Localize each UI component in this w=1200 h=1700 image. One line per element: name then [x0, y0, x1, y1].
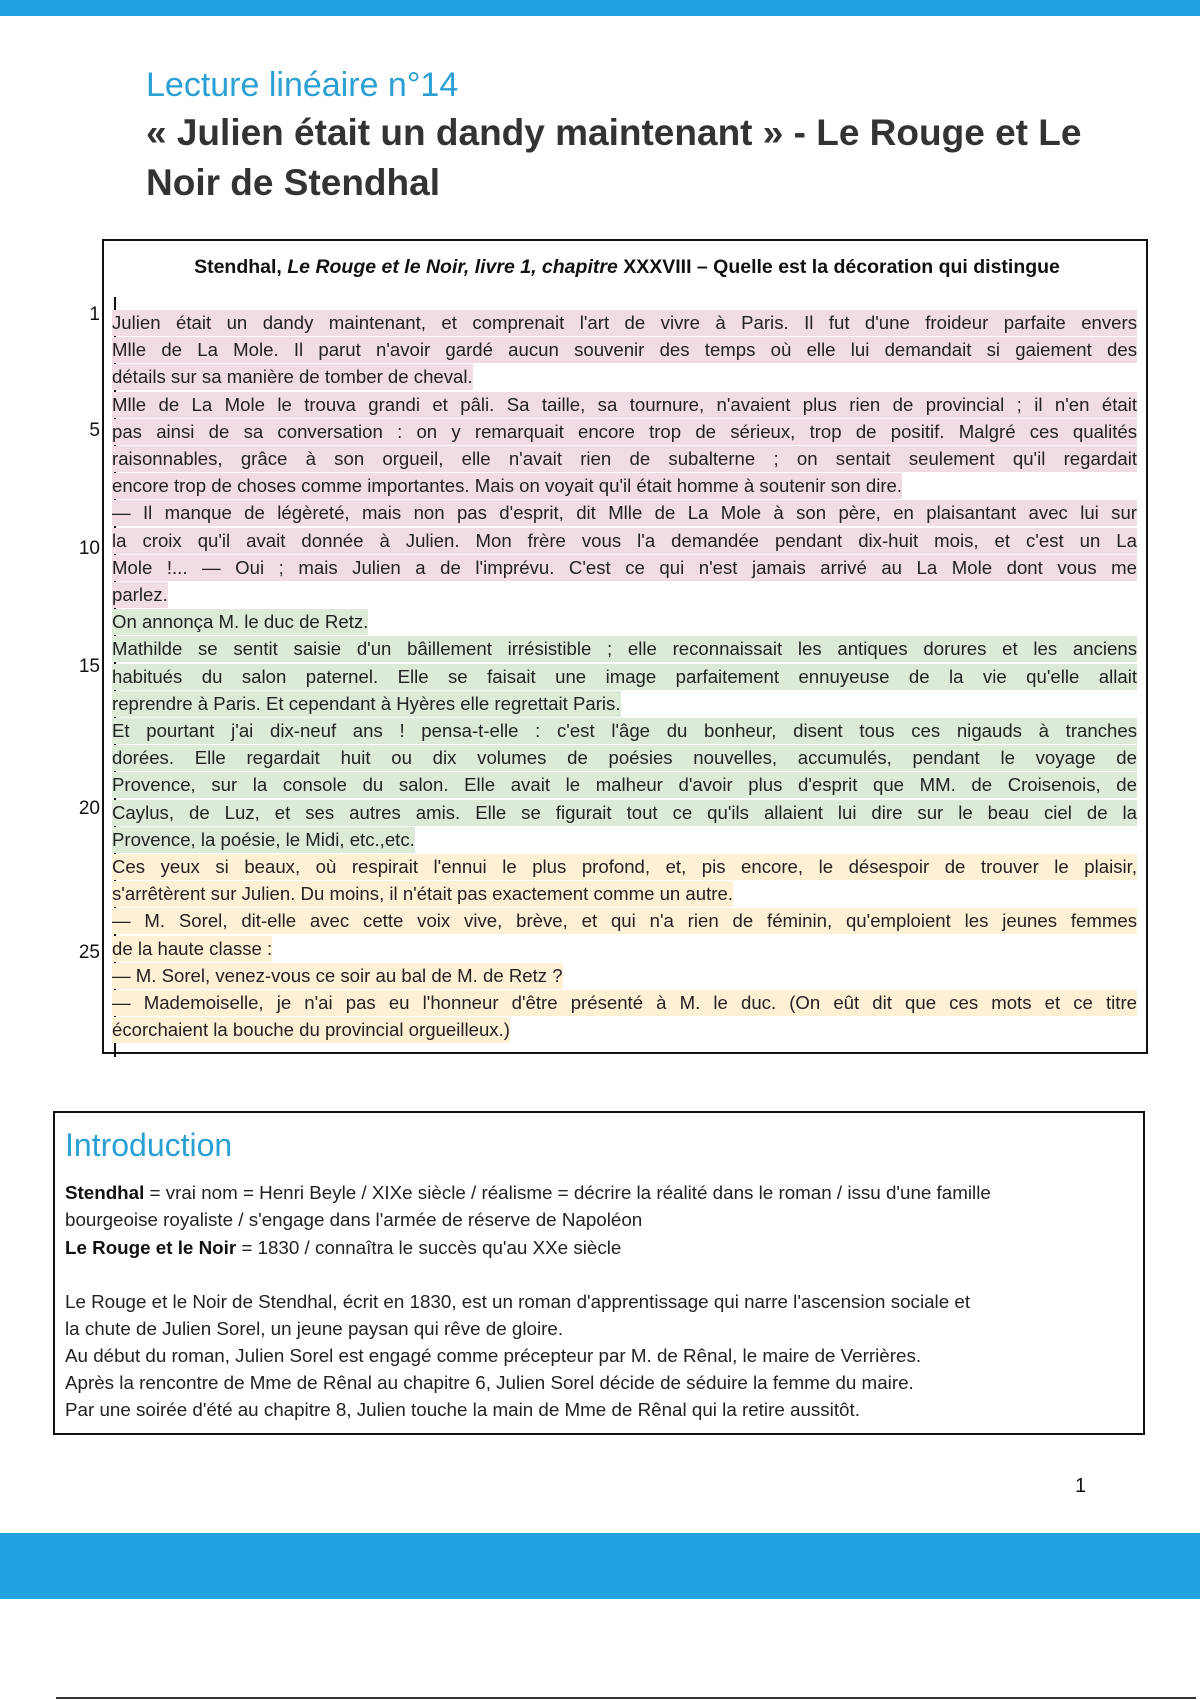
book-label: Le Rouge et le Noir [65, 1237, 237, 1258]
source-rest: XXXVIII – Quelle est la décoration qui distingue [617, 256, 1060, 278]
text-line: écorchaient la bouche du provincial orgueilleux.) [112, 1017, 510, 1043]
text-line: Provence, la poésie, le Midi, etc.,etc. [112, 827, 415, 853]
top-accent-bar [0, 0, 1200, 16]
text-line: Mole !... — Oui ; mais Julien a de l'imprévu. C'est ce qui n'est jamais arrivé au La Mole dont vous me [112, 555, 1137, 581]
book-text: = 1830 / connaîtra le succès qu'au XXe siècle [236, 1237, 622, 1258]
line-number: 5 [89, 420, 100, 441]
line-number: 20 [78, 798, 100, 819]
text-line: parlez. [112, 582, 168, 608]
intro-paragraph-line: la chute de Julien Sorel, un jeune paysan qui rêve de gloire. [65, 1318, 564, 1339]
text-line: On annonça M. le duc de Retz. [112, 609, 368, 635]
text-line: Julien était un dandy maintenant, et comprenait l'art de vivre à Paris. Il fut d'une froideur parfaite envers [112, 310, 1137, 336]
bottom-rule [56, 1697, 1196, 1699]
text-line: s'arrêtèrent sur Julien. Du moins, il n'était pas exactement comme un autre. [112, 881, 733, 907]
intro-bio-line [65, 1182, 1135, 1204]
source-author: Stendhal, [194, 256, 288, 278]
text-line: de la haute classe : [112, 936, 272, 962]
text-line: — Il manque de légèreté, mais non pas d'esprit, dit Mlle de La Mole à son père, en plaisantant avec lui sur [112, 500, 1137, 526]
page-title: « Julien était un dandy maintenant » - Le Rouge et Le Noir de Stendhal [146, 112, 1082, 203]
text-line: Et pourtant j'ai dix-neuf ans ! pensa-t-elle : c'est l'âge du bonheur, disent tous ces nigauds à tranches [112, 718, 1137, 744]
intro-paragraph-line: Au début du roman, Julien Sorel est engagé comme précepteur par M. de Rênal, le maire de Verrières. [65, 1345, 922, 1366]
text-line: reprendre à Paris. Et cependant à Hyères elle regrettait Paris. [112, 691, 621, 717]
bio-label: Stendhal [65, 1182, 145, 1203]
text-line: Caylus, de Luz, et ses autres amis. Elle se figurait tout ce qu'ils allaient lui dire sur le beau ciel de la [112, 800, 1137, 826]
line-number: 10 [78, 538, 100, 559]
line-number: 15 [78, 656, 100, 677]
text-line: habitués du salon paternel. Elle se faisait une image parfaitement ennuyeuse de la vie qu'elle allait [112, 664, 1137, 690]
text-line: la croix qu'il avait donnée à Julien. Mon frère vous l'a demandée pendant dix-huit mois, et c'est un La [112, 528, 1137, 554]
text-line: dorées. Elle regardait huit ou dix volumes de poésies nouvelles, accumulés, pendant le voyage de [112, 745, 1137, 771]
line-number: 1 [89, 304, 100, 325]
text-line: Mlle de La Mole le trouva grandi et pâli. Sa taille, sa tournure, n'avaient plus rien de provincial ; il n'en était [112, 392, 1137, 418]
intro-book-line [65, 1237, 1135, 1259]
source-title: Le Rouge et le Noir, livre 1, chapitre [287, 256, 618, 278]
text-line: Provence, sur la console du salon. Elle avait le malheur d'avoir plus d'esprit que MM. de Croisenois, de [112, 772, 1137, 798]
intro-paragraph-line: Par une soirée d'été au chapitre 8, Julien touche la main de Mme de Rênal qui la retire aussitôt. [65, 1399, 860, 1420]
introduction-title: Introduction [65, 1127, 233, 1163]
page-number: 1 [1075, 1475, 1087, 1497]
text-line: détails sur sa manière de tomber de cheval. [112, 364, 473, 390]
introduction-box [53, 1111, 1145, 1435]
text-line: Mathilde se sentit saisie d'un bâillement irrésistible ; elle reconnaissait les antiques dorures et les anciens [112, 636, 1137, 662]
text-line: — Mademoiselle, je n'ai pas eu l'honneur d'être présenté à M. le duc. (On eût dit que ces mots et ce titre [112, 990, 1137, 1016]
bottom-accent-bar [0, 1533, 1200, 1599]
text-line: pas ainsi de sa conversation : on y remarquait encore trop de sérieux, trop de positif. Malgré ces qualités [112, 419, 1137, 445]
intro-paragraph-line: Après la rencontre de Mme de Rênal au chapitre 6, Julien Sorel décide de séduire la femme du maire. [65, 1372, 914, 1393]
text-line: encore trop de choses comme importantes. Mais on voyait qu'il était homme à soutenir son dire. [112, 473, 902, 499]
text-source-header [104, 256, 1150, 279]
intro-paragraph-line: Le Rouge et le Noir de Stendhal, écrit en 1830, est un roman d'apprentissage qui narre l'ascension sociale et [65, 1291, 971, 1312]
line-number: 25 [78, 942, 100, 963]
bio-text: = vrai nom = Henri Beyle / XIXe siècle / réalisme = décrire la réalité dans le roman / issu d'une famille [144, 1182, 991, 1203]
text-line: Ces yeux si beaux, où respirait l'ennui le plus profond, et, pis encore, le désespoir de trouver le plaisir, [112, 854, 1137, 880]
intro-bio-line-2: bourgeoise royaliste / s'engage dans l'armée de réserve de Napoléon [65, 1209, 643, 1230]
lecture-subtitle: Lecture linéaire n°14 [146, 66, 459, 104]
text-line: — M. Sorel, dit-elle avec cette voix vive, brève, et qui n'a rien de féminin, qu'emploient les jeunes femmes [112, 908, 1137, 934]
text-line: raisonnables, grâce à son orgueil, elle n'avait rien de subalterne ; on sentait seulement qu'il regardait [112, 446, 1137, 472]
text-line: Mlle de La Mole. Il parut n'avoir gardé aucun souvenir des temps où elle lui demandait si gaiement des [112, 337, 1137, 363]
text-line: — M. Sorel, venez-vous ce soir au bal de M. de Retz ? [112, 963, 563, 989]
